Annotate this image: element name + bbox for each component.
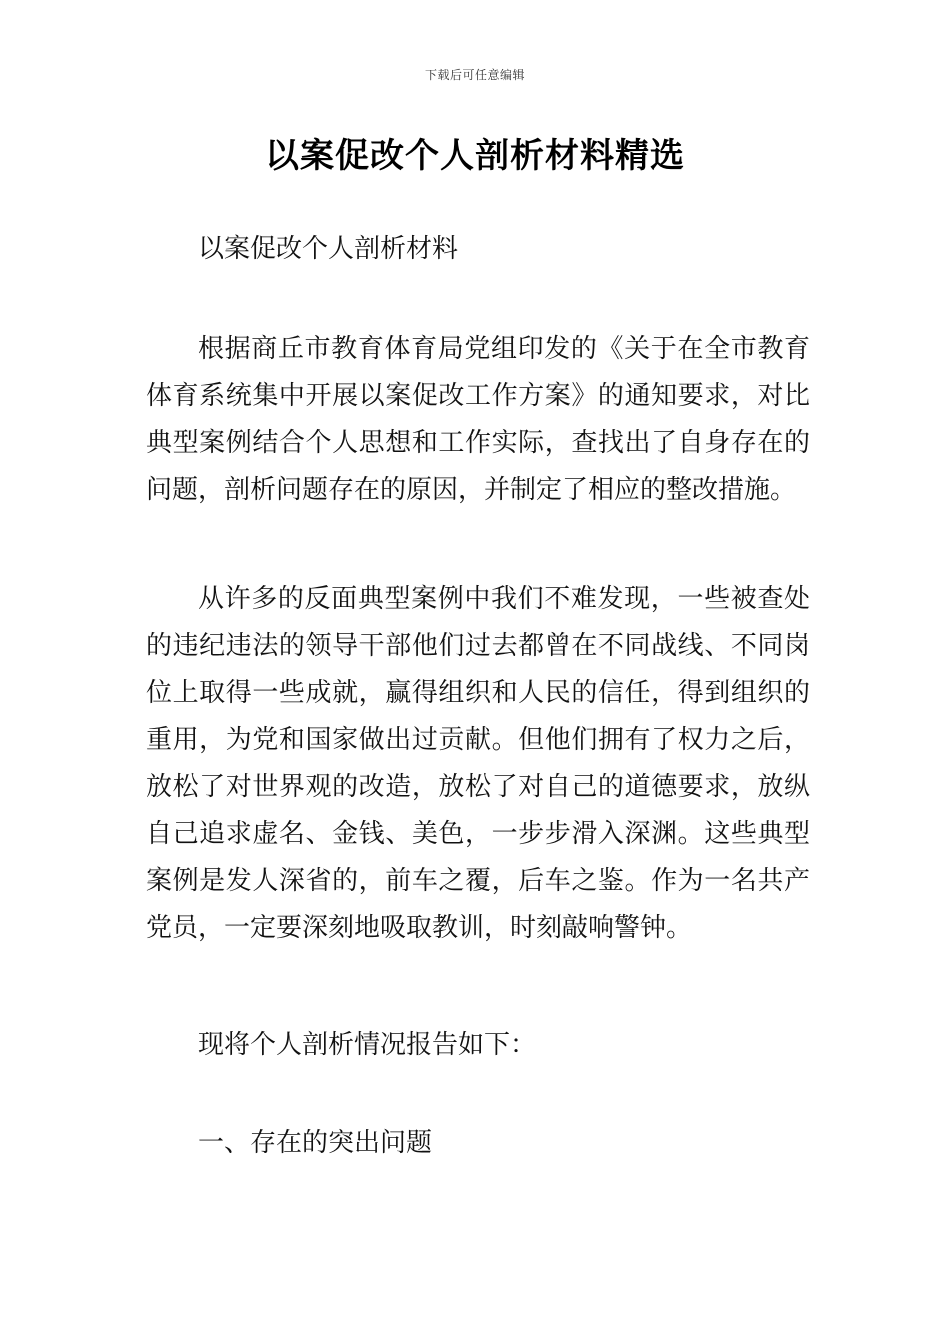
document-title: 以案促改个人剖析材料精选	[265, 136, 685, 176]
paragraph-cases: 从许多的反面典型案例中我们不难发现，一些被查处的违纪违法的领导干部他们过去都曾在不同战线、不同岗位上取得一些成就，赢得组织和人民的信任，得到组织的重用，为党和国家做出过贡献。但他们拥有了权力之后，放松了对世界观的改造，放松了对自己的道德要求，放纵自己追求虚名、金钱、美色，一步步滑入深渊。这些典型案例是发人深省的，前车之覆，后车之鉴。作为一名共产党员，一定要深刻地吸取教训，时刻敲响警钟。	[146, 584, 810, 943]
document-subtitle: 以案促改个人剖析材料	[198, 234, 459, 264]
header-note: 下载后可任意编辑	[424, 68, 525, 82]
paragraph-report: 现将个人剖析情况报告如下：	[198, 1030, 537, 1060]
paragraph-intro: 根据商丘市教育体育局党组印发的《关于在全市教育体育系统集中开展以案促改工作方案》的通知要求，对比典型案例结合个人思想和工作实际，查找出了自身存在的问题，剖析问题存在的原因，并制定了相应的整改措施。	[146, 334, 810, 505]
section-heading: 一、存在的突出问题	[198, 1128, 433, 1158]
